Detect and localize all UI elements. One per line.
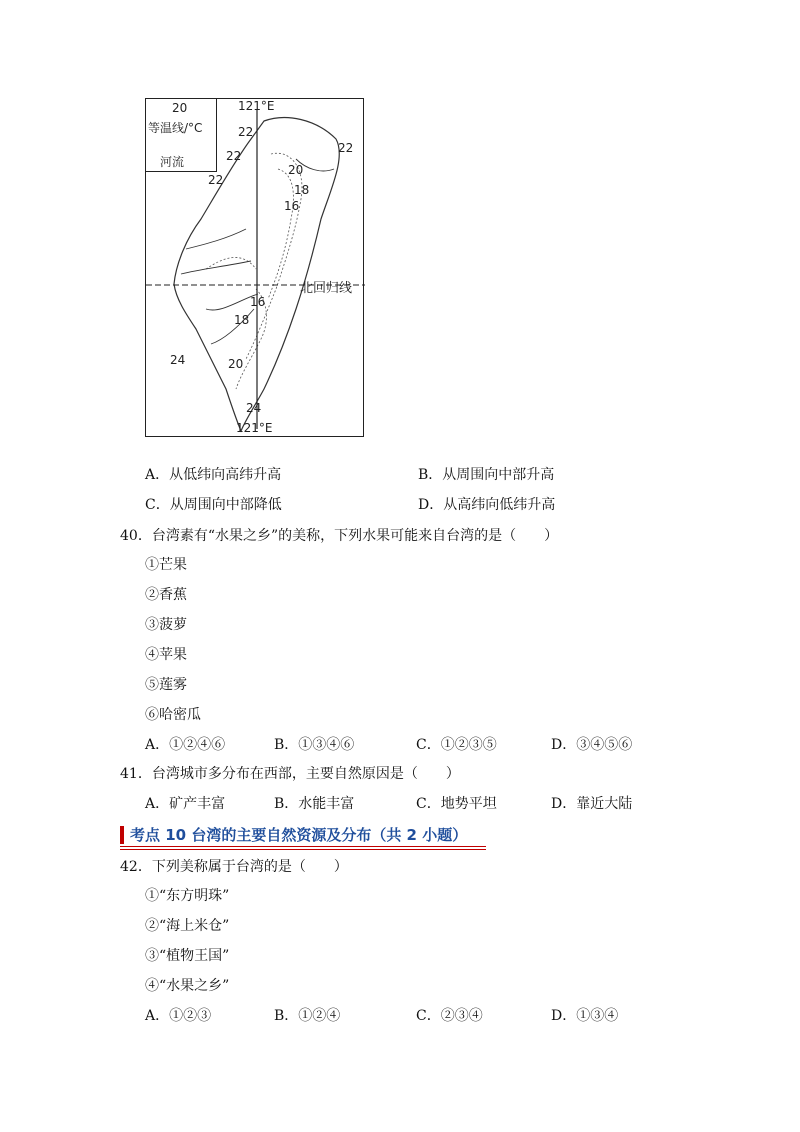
section-title: 考点 10 台湾的主要自然资源及分布（共 2 小题）	[130, 826, 468, 844]
q42-stem: 42．下列美称属于台湾的是（ ）	[120, 859, 348, 875]
q40-item: ①芒果	[145, 557, 187, 573]
q42-option-b: B．①②④	[274, 1008, 341, 1024]
q40-item: ④苹果	[145, 647, 187, 663]
isotherm-label: 22	[208, 173, 224, 187]
section-header	[120, 824, 486, 848]
q41-option-a: A．矿产丰富	[145, 796, 226, 812]
q42-item: ③“植物王国”	[145, 948, 230, 964]
isotherm-label: 16	[250, 295, 266, 309]
q42-option-c: C．②③④	[416, 1008, 483, 1024]
tropic-label: 北回归线	[300, 281, 353, 296]
q40-option-b: B．①③④⑥	[274, 737, 355, 753]
q39-option-b: B．从周围向中部升高	[418, 467, 555, 483]
q39-option-a: A．从低纬向高纬升高	[145, 467, 282, 483]
section-underline	[120, 846, 486, 847]
isotherm-label: 22	[338, 141, 354, 155]
isotherm-label: 20	[288, 163, 304, 177]
river-line	[186, 229, 246, 249]
isotherm-line	[268, 169, 293, 299]
meridian-label-bottom: 121°E	[236, 421, 273, 435]
isotherm-label: 18	[294, 183, 310, 197]
q41-stem: 41．台湾城市多分布在西部，主要自然原因是（ ）	[120, 766, 460, 782]
river-line	[181, 261, 251, 274]
q42-option-a: A．①②③	[145, 1008, 212, 1024]
q39-option-d: D．从高纬向低纬升高	[418, 497, 556, 513]
q40-item: ③菠萝	[145, 617, 187, 633]
isotherm-label: 22	[238, 125, 254, 139]
isotherm-label: 18	[234, 313, 250, 327]
q40-option-a: A．①②④⑥	[145, 737, 226, 753]
q40-option-c: C．①②③⑤	[416, 737, 497, 753]
q42-item: ②“海上米仓”	[145, 918, 230, 934]
q42-item: ④“水果之乡”	[145, 978, 230, 994]
q40-item: ⑤莲雾	[145, 677, 187, 693]
q41-option-c: C．地势平坦	[416, 796, 497, 812]
q39-option-c: C．从周围向中部降低	[145, 497, 282, 513]
section-marker	[120, 826, 124, 844]
meridian-label-top: 121°E	[238, 99, 275, 113]
isotherm-label: 16	[284, 199, 300, 213]
legend-isotherm-label: 等温线/°C	[148, 121, 203, 135]
q41-option-b: B．水能丰富	[274, 796, 355, 812]
q42-item: ①“东方明珠”	[145, 888, 230, 904]
q40-stem: 40．台湾素有“水果之乡”的美称，下列水果可能来自台湾的是（ ）	[120, 528, 559, 544]
isotherm-label: 24	[246, 401, 262, 415]
section-underline	[120, 849, 486, 850]
q40-item: ⑥哈密瓜	[145, 707, 201, 723]
isotherm-label: 20	[228, 357, 244, 371]
legend-isotherm-value: 20	[172, 101, 188, 115]
q42-option-d: D．①③④	[551, 1008, 619, 1024]
q41-option-d: D．靠近大陆	[551, 796, 633, 812]
isotherm-label: 24	[170, 353, 186, 367]
q40-item: ②香蕉	[145, 587, 187, 603]
legend-river-label: 河流	[160, 155, 185, 169]
taiwan-isotherm-map	[145, 98, 364, 437]
q40-option-d: D．③④⑤⑥	[551, 737, 633, 753]
isotherm-label: 22	[226, 149, 242, 163]
